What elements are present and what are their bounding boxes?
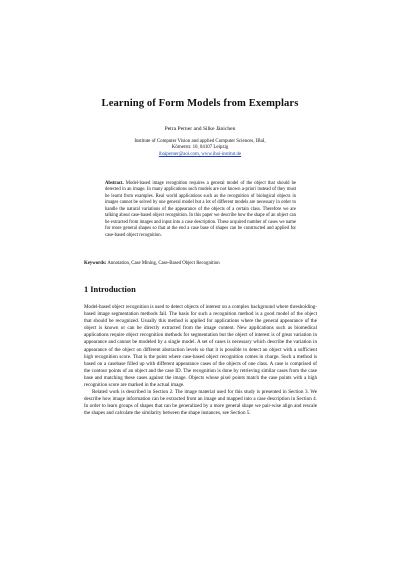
affiliation-emails[interactable] — [0, 152, 400, 158]
email-and-website-link[interactable]: ibaiperner@aol.com, www.ibai-institut.de — [158, 151, 242, 157]
affiliation-line-2: Körnerstr. 10, 04107 Leipzig — [171, 145, 229, 151]
abstract — [105, 181, 296, 239]
abstract-text: Model-based image recognition requires a general model of the object that should be detected in an image. In many applications such models are not known a-priori instead of they must be learnt from examples. Real world applications such as the recognition of biological objects in images cannot be solved by one general model but a lot of different models are necessary in order to handle the natural variations of the appearance of the objects of a certain class. Therefore we are talking about case-based object recognition. In this paper we describe how the shape of an object can be extracted from images and input into a case description. These acquired number of cases we name for more general shapes so that at the end a case base of shapes can be constructed and applied for case-based object recognition. — [105, 181, 297, 238]
keywords-text: Annotation, Case Mining, Case-Based Object Recognition — [107, 261, 220, 266]
paper-title: Learning of Form Models from Exemplars — [101, 98, 299, 109]
keywords-label: Keywords: — [84, 261, 107, 266]
abstract-label: Abstract. — [105, 181, 124, 186]
introduction-paragraph-1: Model-based object recognition is used to detect objects of interest on a complex background where thresholding-based image segmentation methods fail. The basis for such a recognition method is a good model of the object that should be recognized. Usually this method is applied for applications where the general appearance of the object is known or can be directly extracted from the image content. New applications such as biomedical applications require object recognition methods for segmentation but the object of interest is of great variation in appearance and cannot be modeled by a single model. A set of cases is necessary which describe the variation in appearance of the object on different abstraction levels so that it is possible to detect an object with a sufficient high recognition score. That is the point where case-based object recognition comes in charge. Such a method is based on a casebase filled up with different appearance cases of the objects of one class. A case is comprised of the contour points of an object and the case ID. The recognition is done by retrieving similar cases from the case base and matching these cases against the image. Objects whose pixel points match the case points with a high recognition score are marked in the actual image. — [84, 304, 317, 389]
introduction-paragraph-2: Related work is described in Section 2. The image material used for this study is presented in Section 3. We describe how image information can be extracted from an image and mapped into a case description in Section 4. In order to learn groups of shapes that can be generalized by a more general shape we pair-wise align and rescale the shapes and calculate the similarity between the shape instances, see Section 5. — [84, 389, 317, 417]
affiliation-line-1: Institute of Computer Vision and applied Computer Sciences, IBaI, — [134, 139, 266, 144]
section-heading-introduction: 1 Introduction — [84, 285, 136, 294]
keywords — [84, 261, 324, 266]
introduction-body — [84, 304, 317, 418]
paper-authors: Petra Perner and Silke Jänichen — [164, 126, 236, 132]
affiliation-block — [0, 139, 400, 158]
